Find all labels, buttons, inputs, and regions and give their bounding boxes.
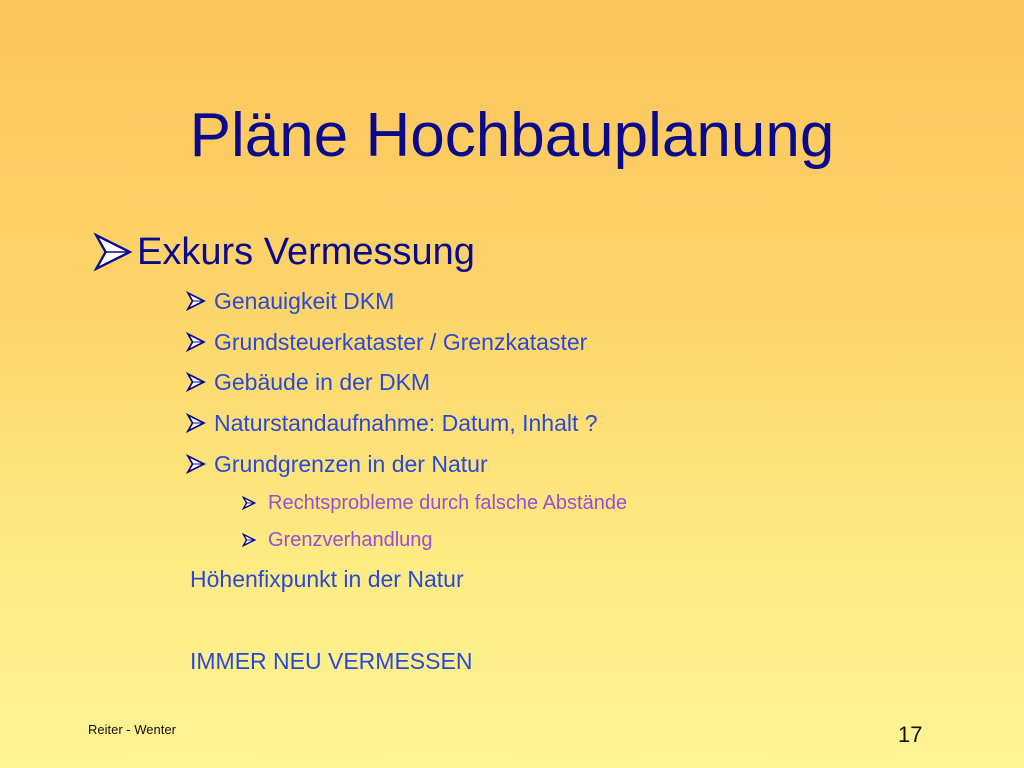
arrow-bullet-icon	[92, 231, 134, 273]
slide-title: Pläne Hochbauplanung	[189, 101, 835, 170]
arrow-bullet-icon	[242, 496, 256, 510]
sub-list-item	[242, 526, 433, 554]
list-item-text: Grundgrenzen in der Natur	[214, 450, 488, 477]
footer-author: Reiter - Wenter	[88, 722, 176, 737]
list-item	[186, 326, 587, 358]
list-item	[186, 366, 430, 398]
arrow-bullet-icon	[186, 372, 206, 392]
arrow-bullet-icon	[186, 332, 206, 352]
list-item-text: Genauigkeit DKM	[214, 287, 395, 314]
sub-list-item-text: Grenzverhandlung	[268, 528, 433, 551]
page-number: 17	[898, 722, 923, 747]
list-item-text: Gebäude in der DKM	[214, 368, 431, 395]
list-item-text: Grundsteuerkataster / Grenzkataster	[214, 328, 588, 355]
arrow-bullet-icon	[186, 454, 206, 474]
heading-bullet	[92, 222, 475, 282]
list-item	[186, 285, 394, 317]
heading-text: Exkurs Vermessung	[137, 230, 475, 273]
sub-list-item	[242, 489, 627, 517]
list-item-text: Naturstandaufnahme: Datum, Inhalt ?	[214, 409, 598, 436]
arrow-bullet-icon	[186, 413, 206, 433]
list-item	[186, 448, 488, 480]
list-item	[186, 407, 598, 439]
plain-text-line: IMMER NEU VERMESSEN	[190, 648, 473, 674]
sub-list-item-text: Rechtsprobleme durch falsche Abstände	[268, 491, 628, 514]
plain-text-line: Höhenfixpunkt in der Natur	[190, 566, 464, 592]
arrow-bullet-icon	[186, 291, 206, 311]
arrow-bullet-icon	[242, 533, 256, 547]
